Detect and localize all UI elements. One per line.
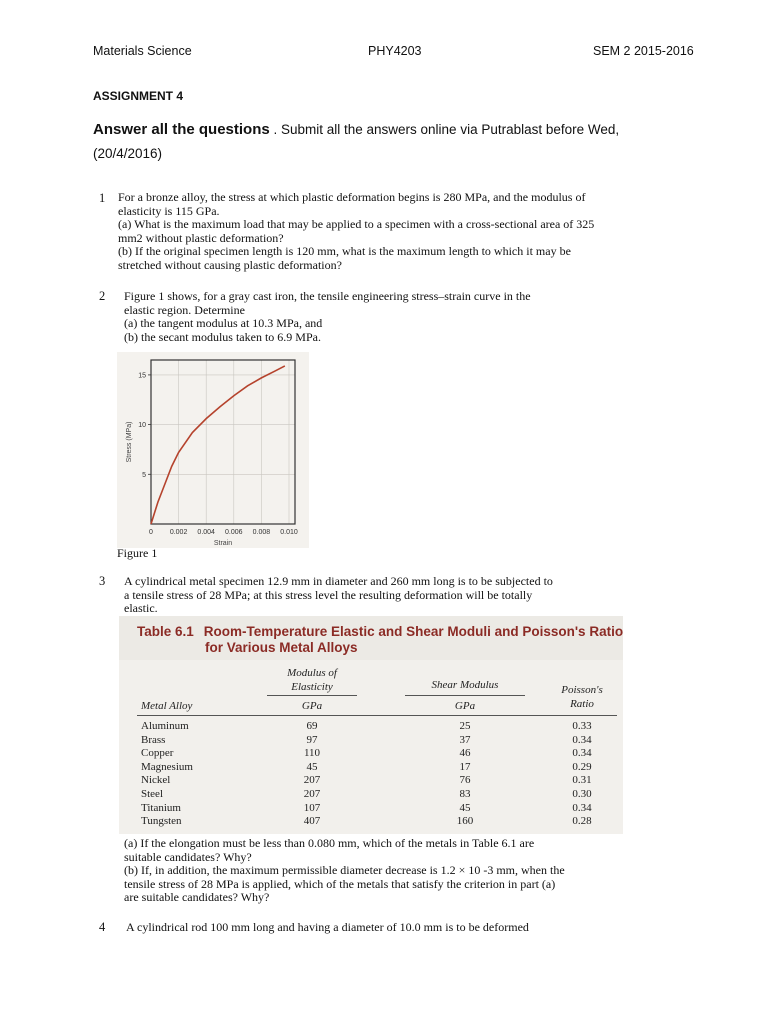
header-rule: [137, 715, 617, 716]
question-3-parts: [124, 837, 565, 905]
header-semester: SEM 2 2015-2016: [593, 44, 694, 58]
table-label: Table 6.1: [137, 624, 194, 639]
question-line: stretched without causing plastic deformation?: [118, 257, 342, 272]
question-line: elastic.: [124, 601, 158, 616]
col-poisson-head-1: Poisson's: [561, 684, 603, 696]
question-1-text: [118, 191, 594, 273]
table-cell-alloy: Copper: [141, 747, 174, 760]
x-tick-label: 0.006: [225, 529, 243, 536]
instructions-rest: . Submit all the answers online via Putrablast before Wed,: [269, 122, 620, 137]
col-poisson-head-2: Ratio: [570, 698, 594, 710]
table-cell-modulus: 407: [303, 815, 321, 828]
question-line: (a) What is the maximum load that may be applied to a specimen with a cross-sectional area of 325: [118, 217, 595, 232]
table-cell-modulus: 207: [303, 788, 321, 800]
assignment-title: ASSIGNMENT 4: [93, 89, 184, 103]
question-line: A cylindrical metal specimen 12.9 mm in diameter and 260 mm long is to be subjected to: [124, 574, 553, 588]
question-3-number: 3: [99, 574, 106, 588]
x-tick-label: 0: [149, 529, 153, 536]
table-cell-alloy: Nickel: [141, 774, 171, 787]
table-cell-modulus: 107: [303, 801, 321, 814]
table-cell-poisson: 0.31: [572, 774, 592, 787]
table-cell-alloy: Aluminum: [141, 720, 189, 732]
col-shear-head: Shear Modulus: [431, 679, 499, 691]
table-cell-modulus: 69: [306, 720, 318, 732]
question-2-number: 2: [99, 289, 106, 303]
header-code: PHY4203: [368, 44, 422, 58]
question-line: elastic region. Determine: [124, 302, 245, 317]
question-4-number: 4: [99, 920, 106, 934]
table-cell-modulus: 207: [303, 774, 321, 787]
question-line: suitable candidates? Why?: [124, 849, 252, 864]
question-line: For a bronze alloy, the stress at which plastic deformation begins is 280 MPa, and the modulus of: [118, 190, 586, 204]
header-course: Materials Science: [93, 44, 192, 58]
col-modulus-head-2: Elasticity: [291, 681, 333, 693]
table-cell-modulus: 110: [303, 747, 321, 760]
question-line: tensile stress of 28 MPa is applied, which of the metals that satisfy the criterion in part (a): [124, 876, 556, 891]
question-line: (a) If the elongation must be less than 0.080 mm, which of the metals in Table 6.1 are: [124, 836, 535, 850]
question-line: a tensile stress of 28 MPa; at this stress level the resulting deformation will be totally: [124, 587, 533, 602]
question-line: (a) the tangent modulus at 10.3 MPa, and: [124, 316, 323, 331]
x-axis-label: Strain: [213, 540, 233, 547]
table-cell-alloy: Brass: [141, 733, 166, 746]
table-title: [137, 624, 623, 639]
table-cell-shear: 45: [459, 801, 471, 814]
table-cell-poisson: 0.34: [572, 747, 592, 760]
table-cell-modulus: 45: [306, 760, 318, 773]
instructions-bold: Answer all the questions: [93, 121, 270, 138]
x-tick-label: 0.002: [169, 529, 188, 536]
table-title-text: Room-Temperature Elastic and Shear Moduli and Poisson's Ratio: [203, 624, 624, 639]
col-shear-unit: GPa: [454, 700, 476, 712]
x-tick-label: 0.004: [197, 529, 215, 536]
x-tick-label: 0.008: [252, 529, 271, 536]
instructions: [93, 118, 693, 166]
table-cell-shear: 83: [459, 788, 471, 800]
question-line: are suitable candidates? Why?: [124, 890, 270, 905]
question-line: A cylindrical rod 100 mm long and having a diameter of 10.0 mm is to be deformed: [126, 920, 529, 934]
table-cell-poisson: 0.34: [572, 733, 592, 746]
table-6-1: [119, 616, 623, 834]
x-tick-label: 0.010: [280, 529, 298, 536]
table-cell-shear: 37: [459, 733, 471, 746]
y-tick-label: 5: [142, 471, 146, 479]
table-cell-shear: 25: [459, 720, 471, 732]
question-line: (b) the secant modulus taken to 6.9 MPa.: [124, 329, 321, 344]
stress-strain-chart: [117, 352, 309, 548]
y-tick-label: 15: [138, 372, 146, 380]
table-cell-poisson: 0.34: [572, 801, 592, 814]
table-cell-alloy: Tungsten: [141, 815, 182, 828]
question-line: elasticity is 115 GPa.: [118, 203, 220, 218]
table-cell-shear: 46: [459, 747, 471, 760]
table-cell-poisson: 0.28: [572, 815, 592, 828]
table-cell-shear: 17: [459, 760, 471, 773]
question-4-text: [126, 921, 529, 935]
col-modulus-head-1: Modulus of: [287, 667, 337, 679]
question-1-number: 1: [99, 191, 106, 205]
col-modulus-unit: GPa: [301, 700, 323, 712]
table-cell-alloy: Steel: [141, 788, 163, 800]
figure-caption: Figure 1: [117, 546, 158, 560]
table-cell-shear: 76: [459, 774, 471, 787]
table-subtitle: for Various Metal Alloys: [205, 640, 358, 655]
header-rule: [267, 695, 357, 696]
table-cell-alloy: Magnesium: [141, 760, 193, 773]
question-line: mm2 without plastic deformation?: [118, 230, 284, 245]
header-rule: [405, 695, 525, 696]
table-cell-shear: 160: [456, 815, 474, 828]
question-line: Figure 1 shows, for a gray cast iron, the tensile engineering stress–strain curve in the: [124, 289, 531, 303]
instructions-date: (20/4/2016): [93, 146, 163, 161]
table-cell-alloy: Titanium: [141, 801, 181, 814]
col-alloy-head: Metal Alloy: [141, 700, 193, 712]
table-cell-poisson: 0.29: [572, 760, 592, 773]
y-axis-label: Stress (MPa): [126, 421, 133, 463]
question-line: (b) If, in addition, the maximum permissible diameter decrease is 1.2 × 10 -3 mm, when the: [124, 863, 565, 878]
table-cell-modulus: 97: [306, 733, 318, 746]
question-2-text: [124, 290, 531, 344]
table-cell-poisson: 0.30: [572, 788, 592, 800]
question-3-text: [124, 575, 553, 616]
table-cell-poisson: 0.33: [572, 720, 592, 732]
y-tick-label: 10: [138, 422, 146, 430]
question-line: (b) If the original specimen length is 120 mm, what is the maximum length to which it may be: [118, 244, 571, 259]
